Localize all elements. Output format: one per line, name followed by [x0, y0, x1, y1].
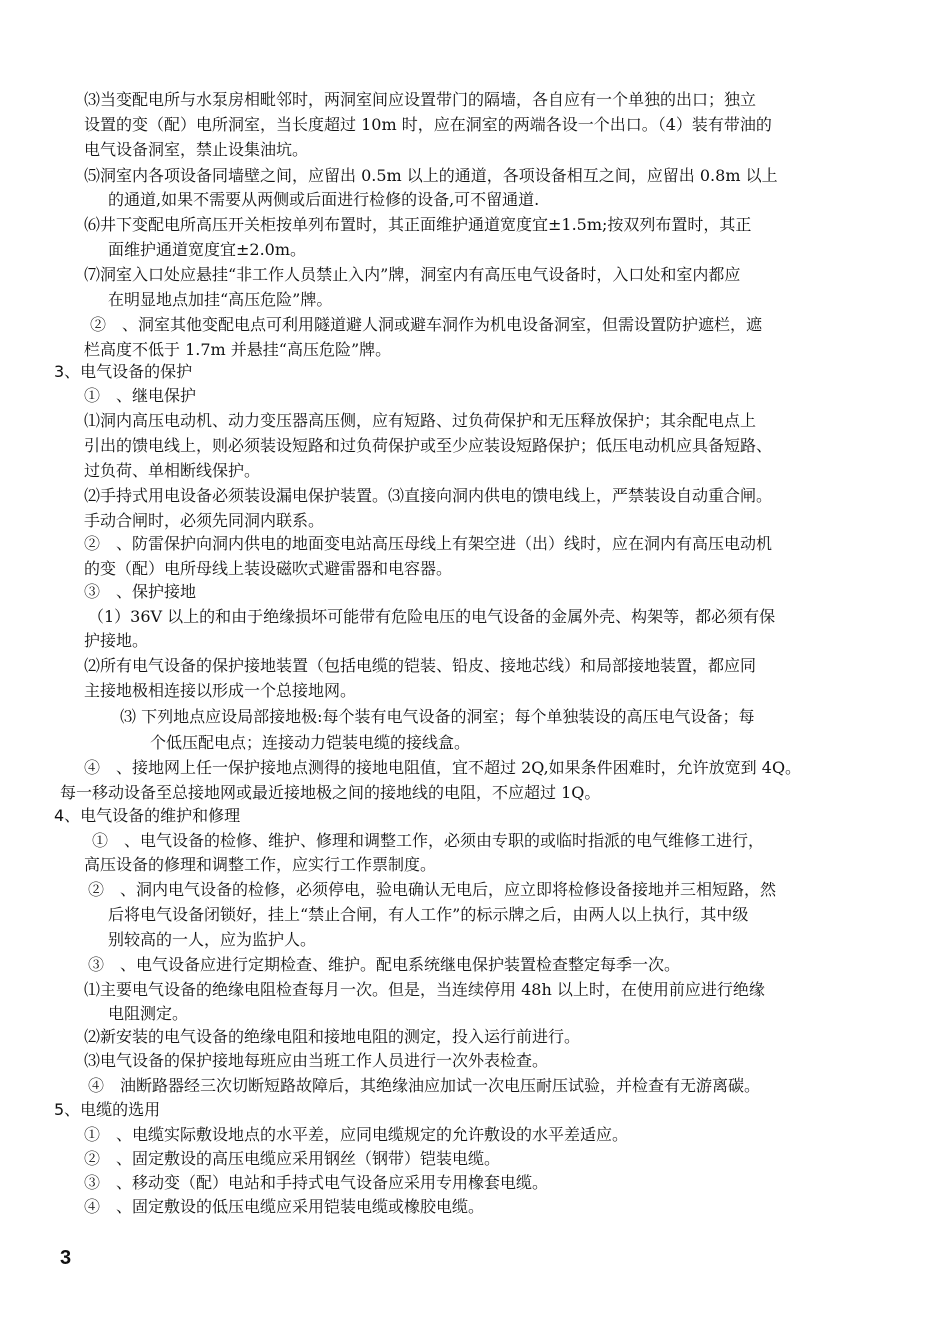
paragraph-line: ⑸洞室内各项设备同墙壁之间，应留出 0.5m 以上的通道，各项设备相互之间，应留出 0.8m 以上 [84, 166, 778, 185]
list-item: ② 、固定敷设的高压电缆应采用钢丝（钢带）铠装电缆。 [84, 1149, 501, 1168]
paragraph-line: 护接地。 [84, 631, 149, 650]
subsection-heading: ③ 、保护接地 [84, 582, 197, 601]
paragraph-line: 每一移动设备至总接地网或最近接地极之间的接地线的电阻，不应超过 1Q。 [60, 783, 601, 802]
section-heading-4: 4、电气设备的维护和修理 [54, 806, 241, 825]
paragraph-line: ⑵新安装的电气设备的绝缘电阻和接地电阻的测定，投入运行前进行。 [84, 1027, 581, 1046]
paragraph-line: 过负荷、单相断线保护。 [84, 461, 261, 480]
paragraph-line: 高压设备的修理和调整工作，应实行工作票制度。 [84, 855, 437, 874]
paragraph-line: ⑴洞内高压电动机、动力变压器高压侧，应有短路、过负荷保护和无压释放保护；其余配电点上 [84, 411, 757, 430]
subsection-heading: ① 、继电保护 [84, 386, 197, 405]
paragraph-line: ② 、洞室其他变配电点可利用隧道避人洞或避车洞作为机电设备洞室，但需设置防护遮栏，遮 [90, 315, 763, 334]
paragraph-line: ③ 、电气设备应进行定期检查、维护。配电系统继电保护装置检查整定每季一次。 [88, 955, 681, 974]
paragraph-line: 电气设备洞室，禁止设集油坑。 [84, 140, 309, 159]
list-item: ④ 、固定敷设的低压电缆应采用铠装电缆或橡胶电缆。 [84, 1197, 485, 1216]
paragraph-line: ① 、电气设备的检修、维护、修理和调整工作，必须由专职的或临时指派的电气维修工进行， [92, 831, 765, 850]
paragraph-line: ⑶当变配电所与水泵房相毗邻时，两洞室间应设置带门的隔墙，各自应有一个单独的出口；独立 [84, 90, 757, 109]
paragraph-line: 在明显地点加挂“高压危险”牌。 [108, 290, 333, 309]
paragraph-line: 个低压配电点；连接动力铠装电缆的接线盒。 [150, 733, 471, 752]
page-number: 3 [60, 1247, 72, 1269]
paragraph-line: ② 、洞内电气设备的检修，必须停电，验电确认无电后，应立即将检修设备接地并三相短路，然 [88, 880, 777, 899]
paragraph-line: 主接地极相连接以形成一个总接地网。 [84, 681, 357, 700]
paragraph-line: ⑶ 下列地点应设局部接地极:每个装有电气设备的洞室；每个单独装设的高压电气设备；每 [120, 707, 755, 726]
paragraph-line: ② 、防雷保护向洞内供电的地面变电站高压母线上有架空进（出）线时，应在洞内有高压电动机 [84, 534, 773, 553]
paragraph-line: 面维护通道宽度宜±2.0m。 [108, 240, 307, 259]
paragraph-line: ⑶电气设备的保护接地每班应由当班工作人员进行一次外表检查。 [84, 1051, 549, 1070]
paragraph-line: ⑴主要电气设备的绝缘电阻检查每月一次。但是，当连续停用 48h 以上时，在使用前应进行绝缘 [84, 980, 765, 999]
list-item: ① 、电缆实际敷设地点的水平差，应同电缆规定的允许敷设的水平差适应。 [84, 1125, 629, 1144]
paragraph-line: ④ 油断路器经三次切断短路故障后，其绝缘油应加试一次电压耐压试验，并检查有无游离碳。 [88, 1076, 761, 1095]
paragraph-line: ⑵所有电气设备的保护接地装置（包括电缆的铠装、铅皮、接地芯线）和局部接地装置，都应同 [84, 656, 757, 675]
paragraph-line: ⑹井下变配电所高压开关柜按单列布置时，其正面维护通道宽度宜±1.5m;按双列布置时，其正 [84, 215, 752, 234]
paragraph-line: 别较高的一人，应为监护人。 [108, 930, 317, 949]
paragraph-line: 电阻测定。 [108, 1004, 189, 1023]
list-item: ③ 、移动变（配）电站和手持式电气设备应采用专用橡套电缆。 [84, 1173, 549, 1192]
paragraph-line: 栏高度不低于 1.7m 并悬挂“高压危险”牌。 [84, 340, 392, 359]
paragraph-line: 后将电气设备闭锁好，挂上“禁止合闸，有人工作”的标示牌之后，由两人以上执行，其中级 [108, 905, 749, 924]
paragraph-line: ④ 、接地网上任一保护接地点测得的接地电阻值，宜不超过 2Q,如果条件困难时，允许放宽到 4Q。 [84, 758, 802, 777]
paragraph-line: 引出的馈电线上，则必须装设短路和过负荷保护或至少应装设短路保护；低压电动机应具备短路、 [84, 436, 773, 455]
paragraph-line: 的通道,如果不需要从两侧或后面进行检修的设备,可不留通道. [108, 190, 540, 209]
paragraph-line: ⑺洞室入口处应悬挂“非工作人员禁止入内”牌，洞室内有高压电气设备时，入口处和室内都应 [84, 265, 741, 284]
paragraph-line: 设置的变（配）电所洞室，当长度超过 10m 时，应在洞室的两端各设一个出口。（4）装有带油的 [84, 115, 772, 134]
paragraph-line: ⑵手持式用电设备必须装设漏电保护装置。⑶直接向洞内供电的馈电线上，严禁装设自动重合闸。 [84, 486, 773, 505]
paragraph-line: （1）36V 以上的和由于绝缘损坏可能带有危险电压的电气设备的金属外壳、构架等，都必须有保 [88, 607, 776, 626]
section-heading-3: 3、电气设备的保护 [54, 362, 193, 381]
section-heading-5: 5、电缆的选用 [54, 1100, 161, 1119]
paragraph-line: 的变（配）电所母线上装设磁吹式避雷器和电容器。 [84, 559, 453, 578]
paragraph-line: 手动合闸时，必须先同洞内联系。 [84, 511, 325, 530]
